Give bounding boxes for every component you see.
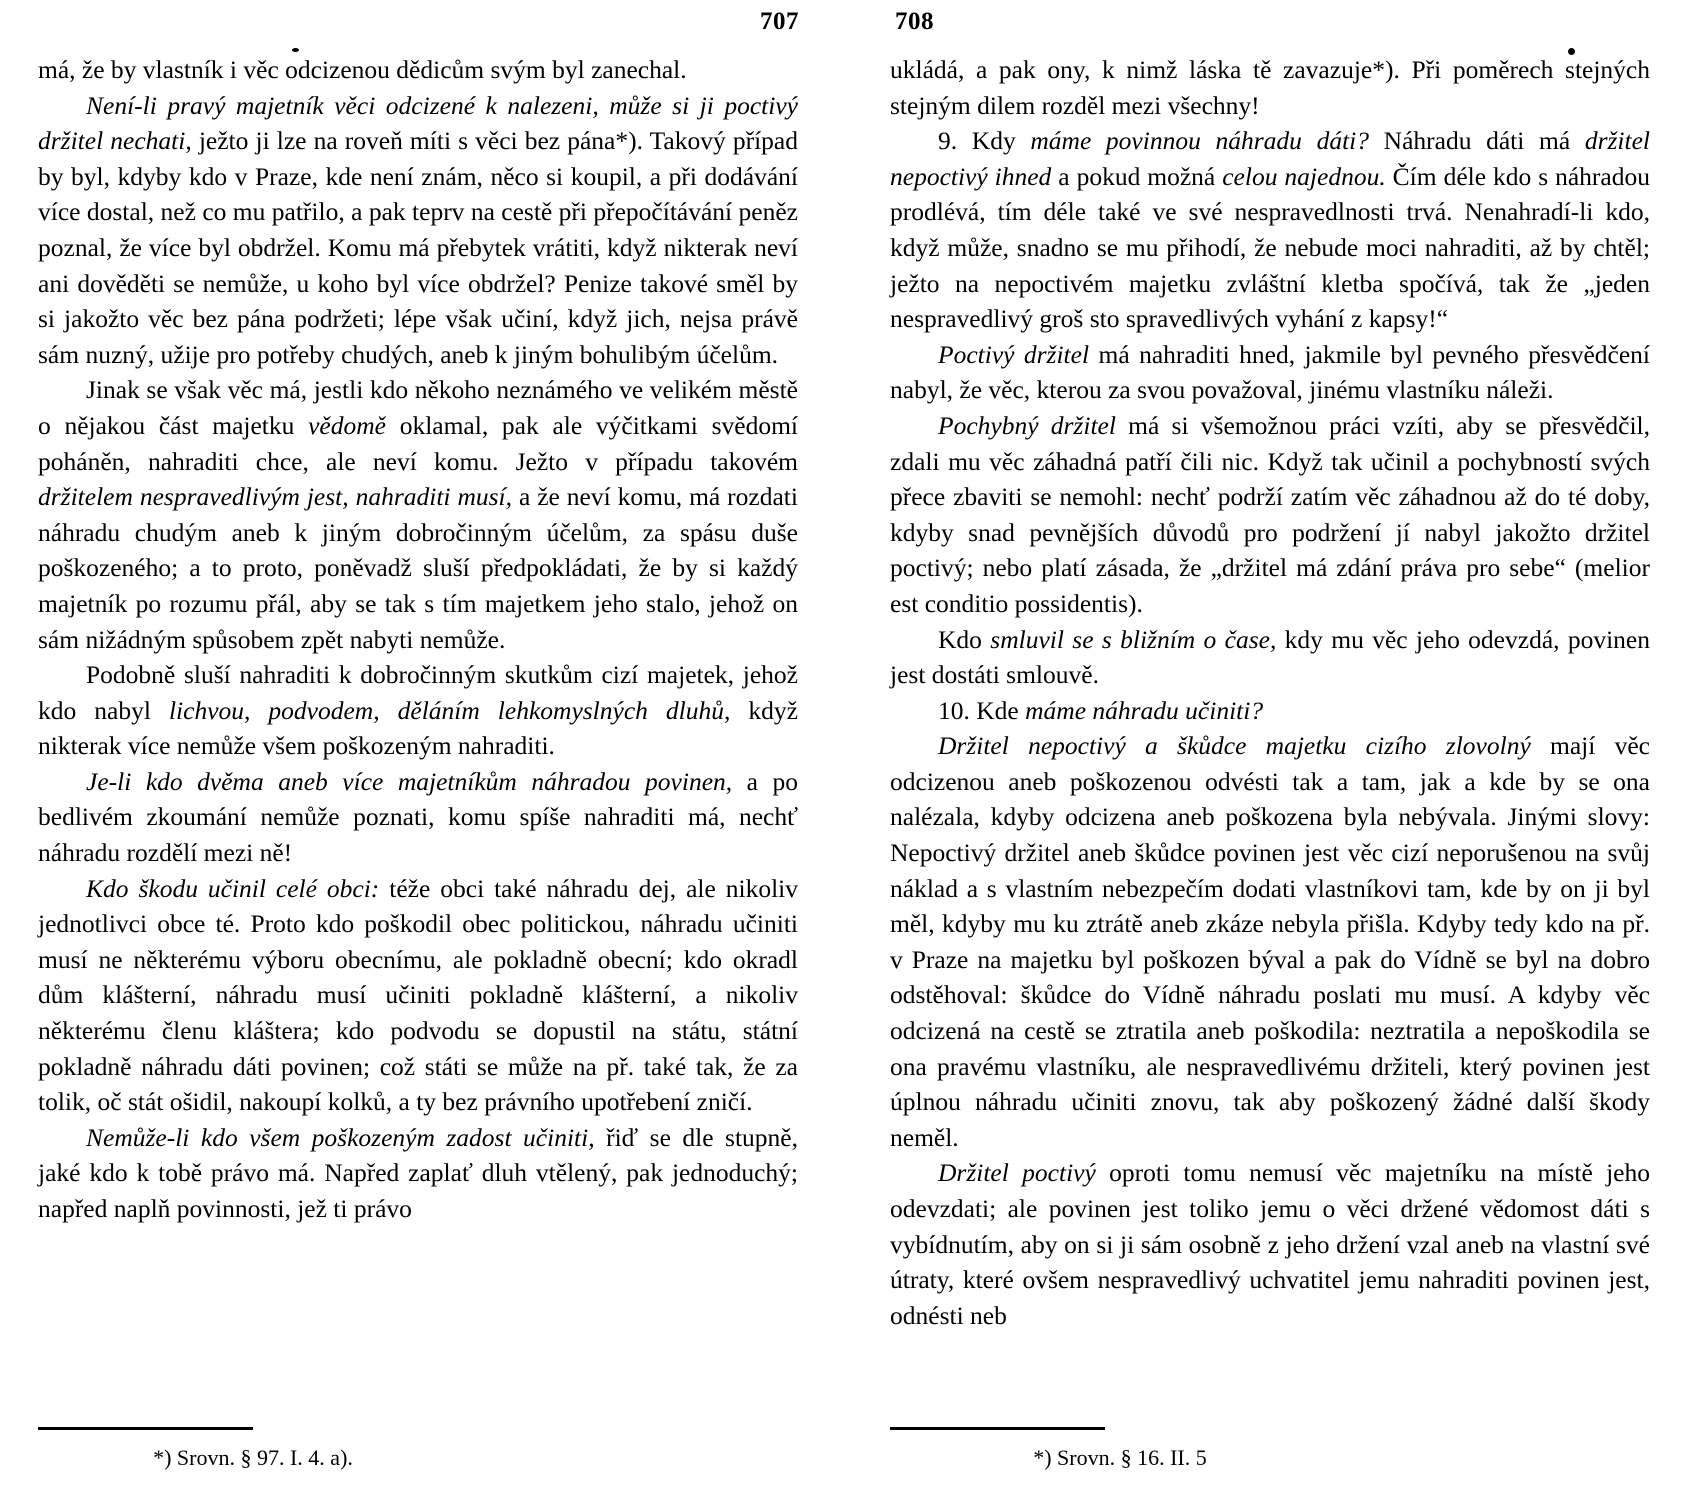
emphasis-text: Je-li kdo dvěma aneb více majetníkům náhradou povinen, (86, 766, 733, 796)
body-text: Kdo (938, 624, 991, 654)
paragraph (890, 693, 1650, 729)
body-text: má, že by vlastník i věc odcizenou dědicům svým byl zanechal. (38, 55, 687, 84)
paragraph (38, 88, 798, 373)
footnote-rule (890, 1427, 1105, 1430)
paragraph (38, 372, 798, 657)
body-text: oproti tomu nemusí věc majetníku na místě jeho odevzdati; ale povinen jest toliko jemu o věci držené vědomost dáti s vybídnutím, aby on si ji sám osobně z jeho držení vzal aneb na vlastní své útraty, které ovšem nespravedlivý uchvatitel jemu nahraditi povinen jest, odnésti neb (890, 1158, 1650, 1330)
paragraph (38, 871, 798, 1120)
paragraph (890, 622, 1650, 693)
folio-number-right: 708 (895, 8, 934, 35)
body-text: ukládá, a pak ony, k nimž láska tě zavazuje*). Při poměrech stejných stejným dilem rozděl mezi všechny! (890, 55, 1650, 120)
body-text: mají věc odcizenou aneb poškozenou odvésti tak a tam, jak a kde by se ona nalézala, kdyby odcizena aneb poškozena byla nebývala. Jinými slovy: Nepoctivý držitel aneb škůdce povinen jest věc cizí neporušenou na svůj náklad a s vlastním nebezpečím dodati vlastníkovi tam, kde by on ji byl měl, kdyby mu ku ztrátě aneb zkáze nebyla přišla. Kdyby tedy kdo na př. v Praze na majetku byl poškozen býval a pak do Vídně se byl na dobro odstěhoval: škůdce do Vídně náhradu poslati mu musí. A kdyby věc odcizená na cestě se ztratila aneb poškodila: neztratila a nepoškodila se ona pravému vlastníku, ale nespravedlivému držiteli, který povinen jest úplnou náhradu učiniti znovu, tak aby poškozený žádné další škody neměl. (890, 731, 1650, 1152)
body-text: a že neví komu, má rozdati náhradu chudým aneb k jiným dobročinným účelům, za spásu duše poškozeného; a to proto, poněvadž sluší předpokládati, že by si každý majetník po rozumu přál, aby se tak s tím majetkem jeho stalo, jehož on sám nižádným spůsobem zpět nabyti nemůže. (38, 482, 798, 654)
body-text: řiď se dle stupně, jaké kdo k tobě právo má. Napřed zaplať dluh vtělený, pak jednoduchý; napřed naplň povinnosti, jež ti právo (38, 1122, 798, 1223)
emphasis-text: Pochybný držitel (938, 410, 1116, 440)
body-text: má si všemožnou práci vzíti, aby se přesvědčil, zdali mu věc záhadná patří čili nic. Když tak učinil a pochybností svých přece zbaviti se nemohl: nechť podrží zatím věc záhadnou až do té doby, kdyby snad pevnějších důvodů pro podržení jí nabyl jakožto držitel poctivý; nebo platí zásada, že „držitel má zdání práva pro sebe“ (melior est conditio possidentis). (890, 410, 1650, 618)
paragraph (38, 52, 798, 88)
emphasis-text: lichvou, podvodem, děláním lehkomyslných dluhů, (168, 695, 731, 725)
emphasis-text: držitel nepoctivý ihned (890, 126, 1650, 191)
emphasis-text: držitelem nespravedlivým jest, nahraditi musí, (38, 482, 512, 512)
paragraph (890, 52, 1650, 123)
body-text: 9. Kdy (938, 126, 1031, 156)
paragraph (890, 408, 1650, 622)
body-text: má nahraditi hned, jakmile byl pevného přesvědčení nabyl, že věc, kterou za svou považoval, jinému vlastníku náleži. (890, 339, 1651, 405)
body-text: Náhradu dáti má (1369, 126, 1585, 156)
emphasis-text: Poctivý držitel (938, 339, 1090, 369)
footnote-right (890, 1427, 1650, 1472)
emphasis-text: vědomě (308, 410, 386, 440)
folio-number-left: 707 (760, 8, 799, 35)
body-text: když nikterak více nemůže všem poškozeným nahraditi. (38, 695, 799, 761)
emphasis-text: Nemůže-li kdo všem poškozeným zadost učiniti, (86, 1122, 595, 1152)
emphasis-text: máme povinnou náhradu dáti? (1030, 126, 1369, 156)
paragraph (38, 764, 798, 871)
footnote-left-text: *) Srovn. § 97. I. 4. a). (153, 1445, 353, 1470)
footnote-rule (38, 1427, 253, 1430)
body-text: Podobně sluší nahraditi k dobročinným skutkům cizí majetek, jehož kdo nabyl (38, 660, 798, 725)
paragraph (890, 728, 1650, 1155)
body-text: ježto ji lze na roveň míti s věci bez pána*). Takový případ by byl, kdyby kdo v Praze, kde není znám, něco si koupil, a při dodávání více dostal, než co mu patřilo, a pak teprv na cestě při přepočítávání peněz poznal, že více byl obdržel. Komu má přebytek vrátiti, když nikterak neví ani dověděti se nemůže, u koho byl více obdržel? Penize takové směl by si jakožto věc bez pána podržeti; lépe však učiní, když jich, nejsa právě sám nuzný, užije pro potřeby chudých, aneb k jiným bohulibým účelům. (38, 126, 798, 369)
column-left (38, 52, 798, 1382)
body-text: Jinak se však věc má, jestli kdo někoho neznámého ve velikém městě o nějakou část majetku (38, 375, 798, 440)
footnote-right-text: *) Srovn. § 16. II. 5 (1033, 1445, 1207, 1470)
body-columns (0, 52, 1690, 1432)
paragraph (890, 337, 1650, 408)
body-text: a po bedlivém zkoumání nemůže poznati, komu spíše nahraditi má, nechť náhradu rozdělí mezi ně! (38, 766, 798, 868)
body-text: Čím déle kdo s náhradou prodlévá, tím déle také ve své nespravedlnosti trvá. Nenahradí-li kdo, když může, snadno se mu přihodí, že nebude moci nahraditi, až by chtěl; ježto na nepoctivém majetku zvláštní kletba spočívá, tak že „jeden nespravedlivý groš sto spravedlivých vyhání z kapsy!“ (890, 161, 1650, 334)
body-text: 10. Kde (938, 695, 1026, 725)
emphasis-text: celou najednou. (1222, 161, 1386, 191)
footnote-left (38, 1427, 798, 1472)
paragraph (890, 1155, 1650, 1333)
body-text: a pokud možná (1051, 161, 1223, 191)
body-text: oklamal, pak ale výčitkami svědomí poháněn, nahraditi chce, ale neví komu. Ježto v případu takovém (38, 410, 798, 476)
body-text: kdy mu věc jeho odevzdá, povinen jest dostáti smlouvě. (890, 624, 1651, 690)
running-head (0, 0, 1690, 40)
paragraph (890, 123, 1650, 337)
body-text: téže obci také náhradu dej, ale nikoliv jednotlivci obce té. Proto kdo poškodil obec politickou, náhradu učiniti musí ne některému výboru obecnímu, ale pokladně obecní; kdo okradl dům klášterní, náhradu musí učiniti pokladně klášterní, a nikoliv některému členu kláštera; kdo podvodu se dopustil na státu, státní pokladně náhradu dáti povinen; což státi se může na př. také tak, že za tolik, oč stát ošidil, nakoupí kolků, a ty bez právního upotřebení zničí. (38, 873, 798, 1117)
paragraph (38, 1120, 798, 1227)
left-column-text (38, 52, 798, 1227)
emphasis-text: Držitel nepoctivý a škůdce majetku cizího zlovolný (938, 731, 1531, 761)
right-column-text (890, 52, 1650, 1333)
emphasis-text: Držitel poctivý (938, 1158, 1096, 1188)
emphasis-text: smluvil se s bližním o čase, (990, 624, 1277, 654)
emphasis-text: Není-li pravý majetník věci odcizené k nalezeni, může si ji poctivý držitel nechati, (38, 90, 798, 156)
column-right (890, 52, 1650, 1382)
paragraph (38, 657, 798, 764)
emphasis-text: Kdo škodu učinil celé obci: (86, 873, 380, 903)
emphasis-text: máme náhradu učiniti? (1025, 695, 1264, 725)
